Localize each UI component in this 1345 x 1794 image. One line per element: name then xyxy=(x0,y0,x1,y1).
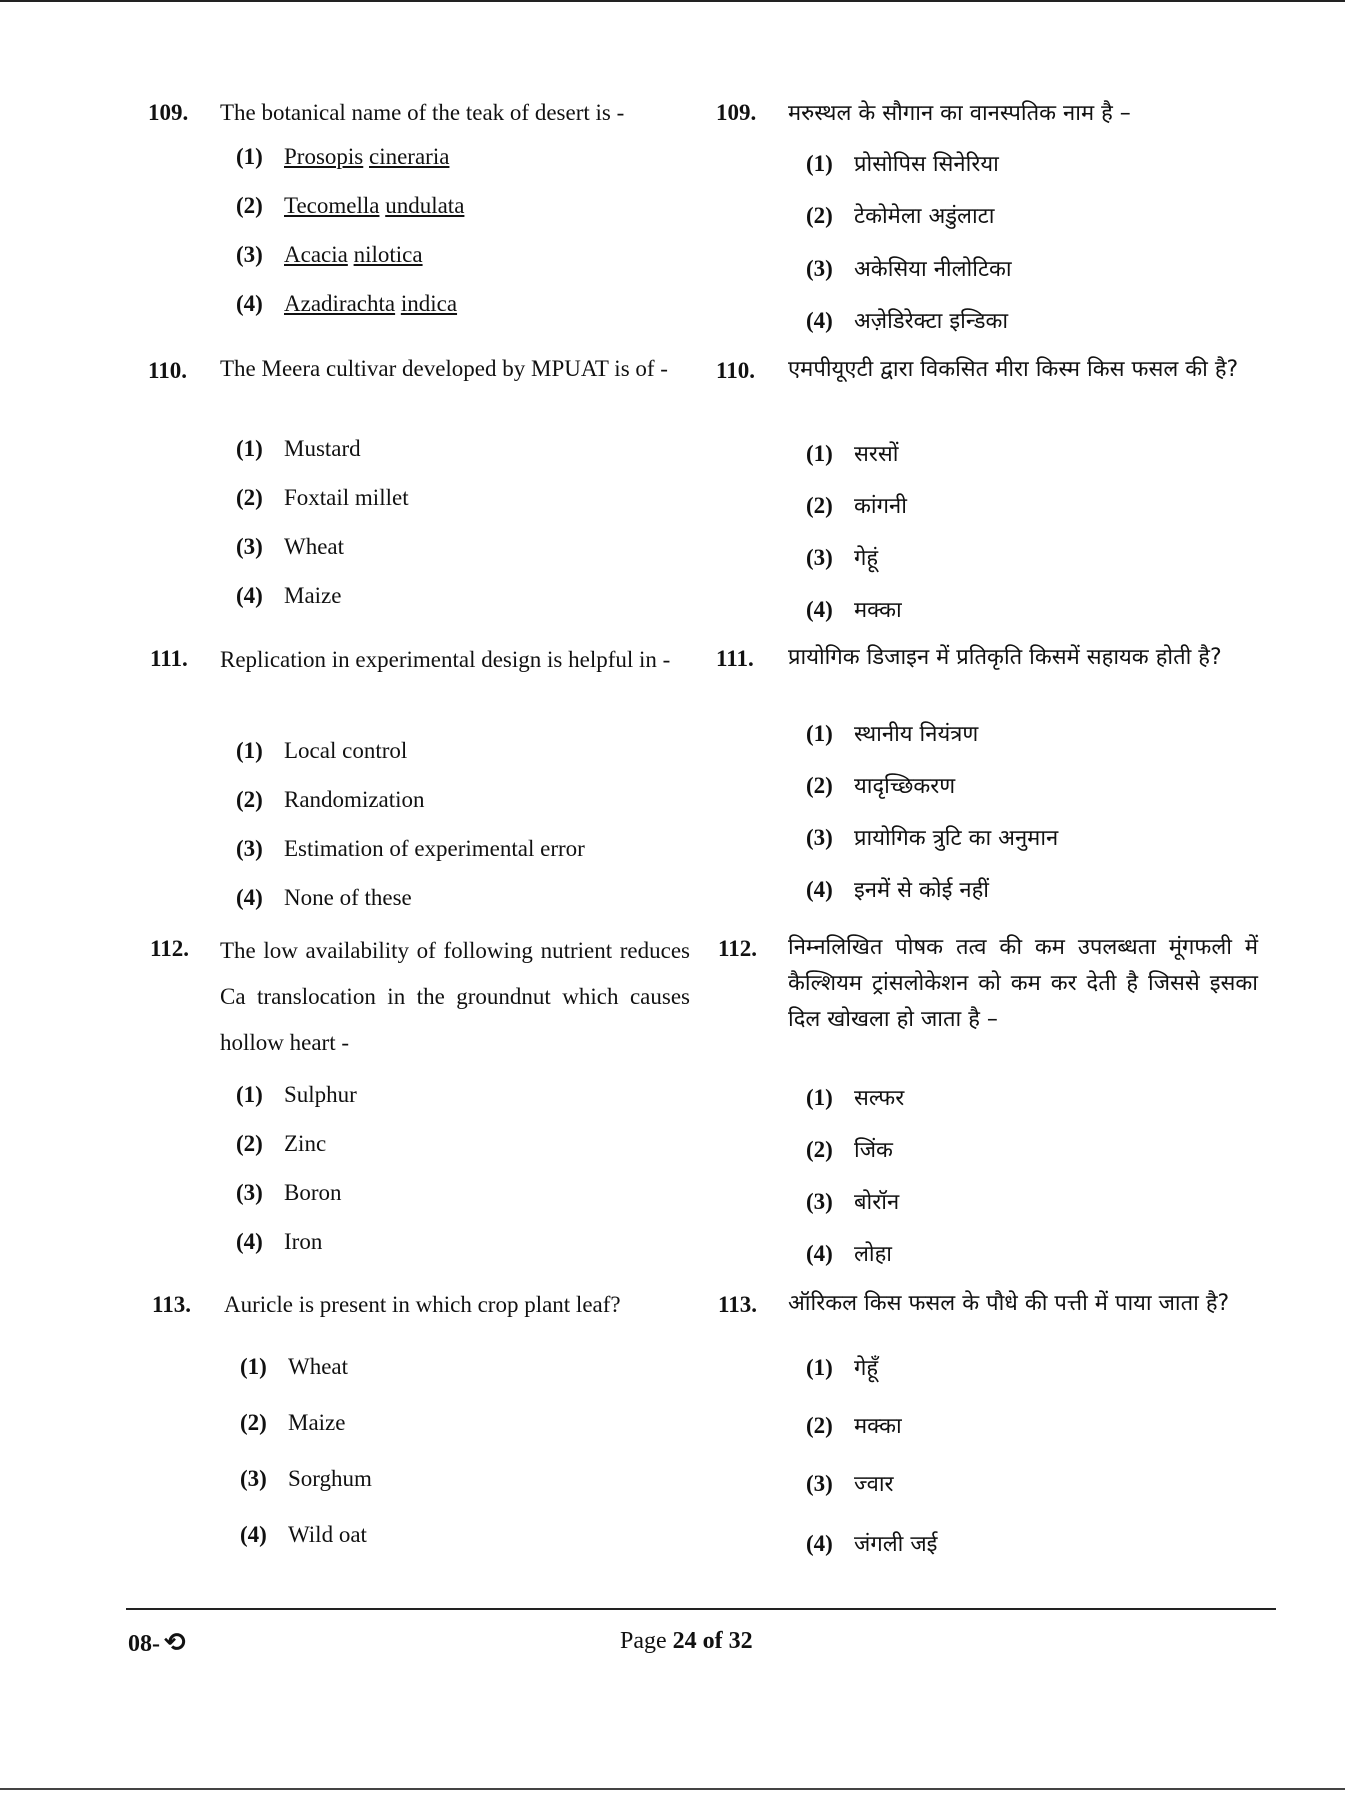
option-3: (3) Acacia nilotica xyxy=(236,242,423,267)
booklet-code: 08- ⟲ xyxy=(128,1628,186,1658)
bottom-border xyxy=(0,1788,1345,1790)
question-number: 113. xyxy=(718,1292,757,1317)
option-2: (2) Maize xyxy=(240,1410,346,1435)
question-text: एमपीयूएटी द्वारा विकसित मीरा किस्म किस फसल की है? xyxy=(788,357,1239,382)
option-2: (2) कांगनी xyxy=(806,493,907,519)
question-text: Replication in experimental design is helpful in - xyxy=(220,647,671,672)
option-1: (1) सल्फर xyxy=(806,1085,905,1111)
question-text: ऑरिकल किस फसल के पौधे की पत्ती में पाया जाता है? xyxy=(788,1291,1230,1316)
footer-divider xyxy=(126,1608,1276,1610)
option-4: (4) Maize xyxy=(236,583,342,608)
question-number: 111. xyxy=(716,646,754,671)
question-number: 112. xyxy=(718,936,757,961)
option-3: (3) Wheat xyxy=(236,534,345,559)
option-3: (3) अकेसिया नीलोटिका xyxy=(806,256,1012,282)
option-1: (1) Local control xyxy=(236,738,408,763)
question-number: 112. xyxy=(150,936,189,961)
cycle-arrow-icon: ⟲ xyxy=(164,1628,186,1658)
option-3: (3) Estimation of experimental error xyxy=(236,836,585,861)
question-text: The low availability of following nutrient reduces Ca translocation in the groundnut which causes hollow heart - xyxy=(220,938,690,1055)
option-1: (1) Prosopis cineraria xyxy=(236,144,450,169)
option-4: (4) इनमें से कोई नहीं xyxy=(806,877,990,903)
option-2: (2) Foxtail millet xyxy=(236,485,409,510)
question-number: 110. xyxy=(148,358,187,383)
question-text: Auricle is present in which crop plant leaf? xyxy=(224,1292,621,1317)
option-4: (4) मक्का xyxy=(806,597,902,623)
option-1: (1) Sulphur xyxy=(236,1082,357,1107)
option-3: (3) प्रायोगिक त्रुटि का अनुमान xyxy=(806,825,1059,851)
option-2: (2) टेकोमेला अडुंलाटा xyxy=(806,203,995,229)
option-3: (3) गेहूं xyxy=(806,545,879,571)
option-4: (4) अज़ेडिरेक्टा इन्डिका xyxy=(806,308,1009,334)
option-2: (2) जिंक xyxy=(806,1137,893,1163)
option-1: (1) सरसों xyxy=(806,441,899,467)
option-1: (1) स्थानीय नियंत्रण xyxy=(806,721,979,747)
option-4: (4) Wild oat xyxy=(240,1522,367,1547)
option-2: (2) यादृच्छिकरण xyxy=(806,773,956,799)
option-4: (4) Azadirachta indica xyxy=(236,291,458,316)
option-1: (1) गेहूँ xyxy=(806,1355,879,1381)
option-4: (4) None of these xyxy=(236,885,412,910)
question-text: मरुस्थल के सौगान का वानस्पतिक नाम है – xyxy=(788,101,1131,126)
option-1: (1) Wheat xyxy=(240,1354,349,1379)
option-3: (3) Boron xyxy=(236,1180,342,1205)
top-border xyxy=(0,0,1345,2)
question-text: The botanical name of the teak of desert is - xyxy=(220,100,625,125)
option-1: (1) प्रोसोपिस सिनेरिया xyxy=(806,151,999,177)
option-3: (3) बोरॉन xyxy=(806,1189,900,1215)
option-3: (3) Sorghum xyxy=(240,1466,372,1491)
option-1: (1) Mustard xyxy=(236,436,361,461)
option-4: (4) लोहा xyxy=(806,1241,892,1267)
option-4: (4) Iron xyxy=(236,1229,323,1254)
question-text: प्रायोगिक डिजाइन में प्रतिकृति किसमें सहायक होती है? xyxy=(788,645,1222,670)
option-3: (3) ज्वार xyxy=(806,1471,894,1497)
question-number: 109. xyxy=(148,100,189,125)
question-number: 113. xyxy=(152,1292,191,1317)
question-text: The Meera cultivar developed by MPUAT is of - xyxy=(220,356,668,381)
option-2: (2) Tecomella undulata xyxy=(236,193,465,218)
option-2: (2) Randomization xyxy=(236,787,425,812)
question-text: निम्नलिखित पोषक तत्व की कम उपलब्धता मूंगफली में कैल्शियम ट्रांसलोकेशन को कम कर देती है जिससे इसका दिल खोखला हो जाता है – xyxy=(788,935,1258,1032)
question-number: 110. xyxy=(716,358,755,383)
option-2: (2) Zinc xyxy=(236,1131,327,1156)
option-2: (2) मक्का xyxy=(806,1413,902,1439)
page-number: Page 24 of 32 xyxy=(620,1628,753,1654)
question-number: 109. xyxy=(716,100,757,125)
question-number: 111. xyxy=(150,646,188,671)
option-4: (4) जंगली जई xyxy=(806,1531,938,1557)
